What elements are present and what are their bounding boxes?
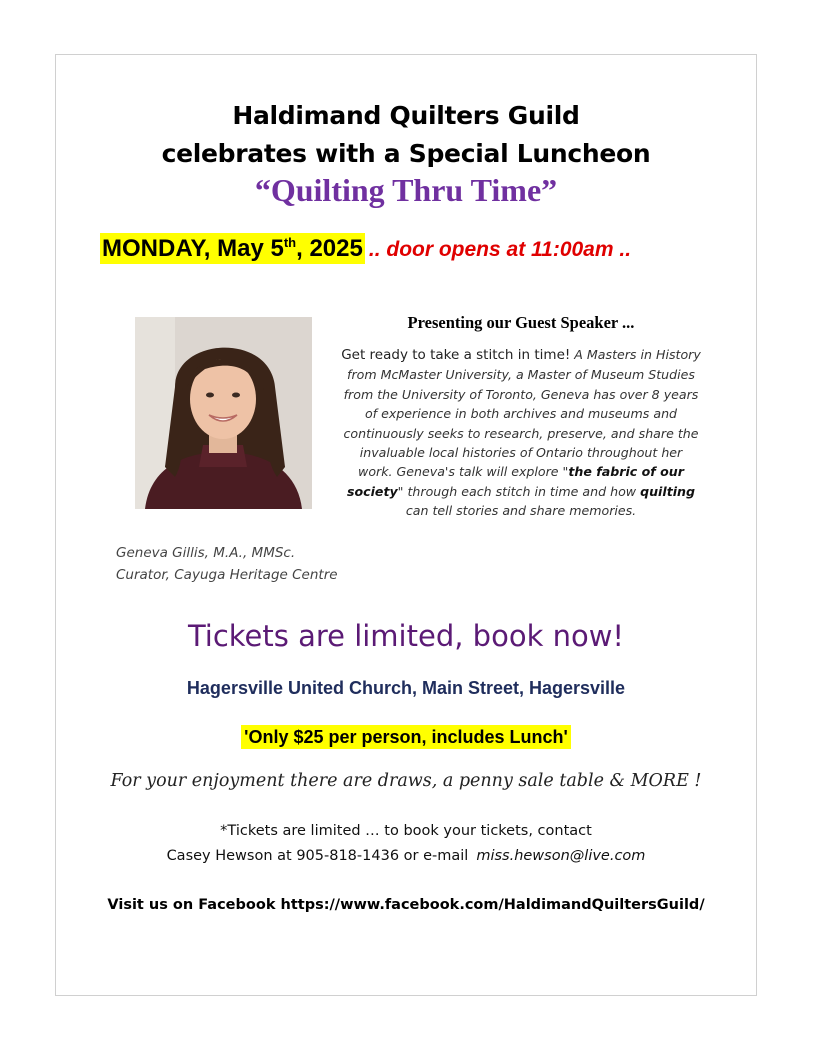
event-date-main: MONDAY, May 5 [102,235,284,262]
price: 'Only $25 per person, includes Lunch' [241,725,571,749]
event-date [100,233,365,264]
contact-info [56,819,756,869]
facebook-link[interactable]: Visit us on Facebook https://www.facebook.com/HaldimandQuiltersGuild/ [107,897,705,913]
bio-lead: Get ready to take a stitch in time! [341,347,571,363]
speaker-name: Geneva Gillis, M.A., MMSc. [116,545,296,561]
bio-part1: A Masters in History from McMaster University, a Master of Museum Studies from the University of Toronto, Geneva has over 8 years of experience in both archives and museums and continuously seeks to research, preserve, and share the invaluable local histories of Ontario throughout her work. Geneva's talk will explore " [343,347,701,480]
speaker-heading: Presenting our Guest Speaker ... [407,313,635,332]
event-date-year: , 2025 [296,235,363,262]
contact-email[interactable]: miss.hewson@live.com [476,848,646,864]
flyer-page [55,54,757,996]
contact-line2 [56,844,756,869]
event-theme: “Quilting Thru Time” [254,172,558,208]
bio-part2: " through each stitch in time and how [397,483,641,499]
guild-name: Haldimand Quilters Guild [232,101,580,130]
celebration-line: celebrates with a Special Luncheon [161,139,651,168]
contact-phone: Casey Hewson at 905-818-1436 or e-mail [166,848,469,864]
speaker-bio [341,345,701,521]
speaker-caption [116,542,366,586]
bio-highlight-fabric: the fabric of our society [346,464,684,499]
bio-highlight-quilting: quilting [640,483,696,499]
door-time: .. door opens at 11:00am .. [368,238,632,261]
tickets-headline: Tickets are limited, book now! [187,619,625,653]
event-date-line [100,235,631,263]
enjoyment-line: For your enjoyment there are draws, a penny sale table & MORE ! [110,771,702,791]
venue: Hagersville United Church, Main Street, Hagersville [186,678,626,698]
speaker-portrait-icon [135,317,312,509]
speaker-title: Curator, Cayuga Heritage Centre [116,567,338,583]
event-date-suffix: th [283,235,297,250]
contact-line1: *Tickets are limited … to book your tickets, contact [220,823,592,839]
speaker-photo [135,317,312,509]
bio-part3: can tell stories and share memories. [405,503,637,519]
price-line [56,727,756,748]
